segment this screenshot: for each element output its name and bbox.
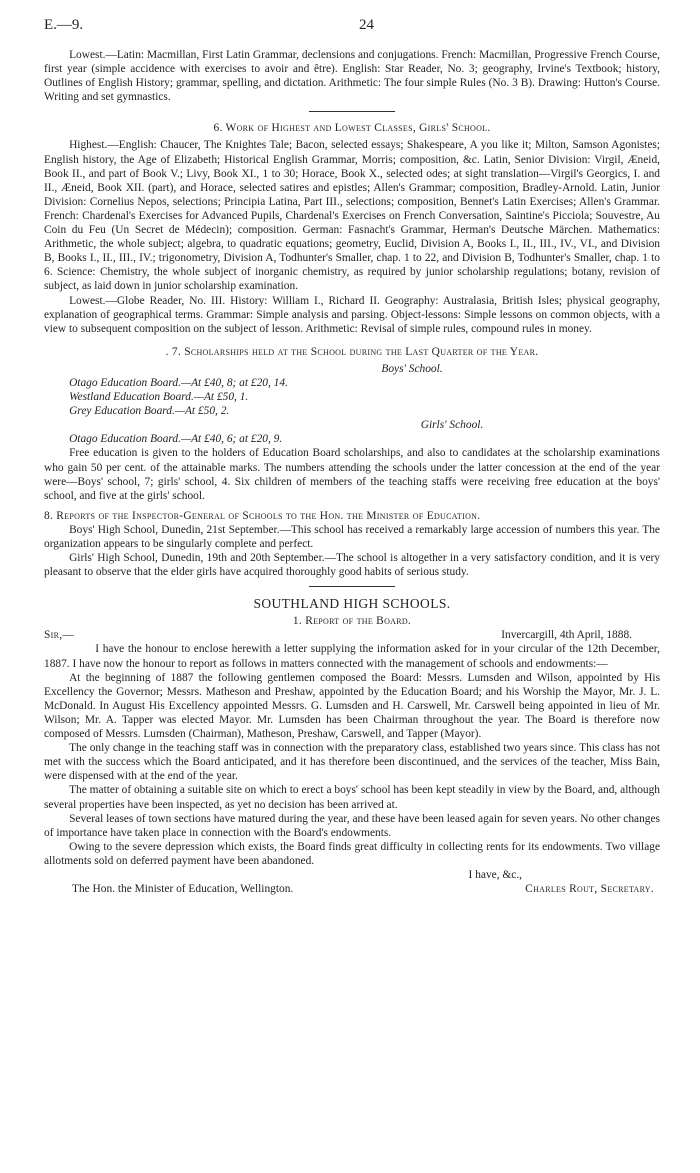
letter-paragraph: I have the honour to enclose herewith a letter supplying the information asked for in your circular of the 12th December, 1887. I have now the honour to report as follows in matters connected with the management of schools and endowments:— <box>44 643 660 670</box>
section-8-heading: 8. Reports of the Inspector-General of Schools to the Hon. the Minister of Education. <box>44 509 481 522</box>
letter-paragraph: Owing to the severe depression which exists, the Board finds great difficulty in collecting rents for its endowments. Two village allotments sold on deferred payment have been abandoned. <box>44 840 660 867</box>
scholarship-line: Otago Education Board.—At £40, 8; at £20, 14. <box>69 376 288 389</box>
section-divider <box>309 586 395 587</box>
boys-report-paragraph: Boys' High School, Dunedin, 21st September.—This school has received a remarkably large accession of numbers this year. The organization appears to be singularly complete and perfect. <box>44 523 660 550</box>
salutation: Sir,— <box>44 629 75 642</box>
section-divider <box>309 111 395 112</box>
document-code: E.—9. <box>44 17 84 33</box>
section-7-heading: . 7. Scholarships held at the School during the Last Quarter of the Year. <box>165 345 539 358</box>
place-date: Invercargill, 4th April, 1888. <box>501 629 632 642</box>
report-of-board-heading: 1. Report of the Board. <box>292 615 412 628</box>
free-education-paragraph: Free education is given to the holders of Education Board scholarships, and also to candidates at the scholarship examinations who gain 50 per cent. of the attainable marks. The numbers attending the schools under the latter concession at the end of the year were—Boys' school, 7; girls' school, 4. Six children of members of the teaching staffs were receiving free education at the boys' school, and five at the girls' school. <box>44 447 660 502</box>
lowest-girls-paragraph: Lowest.—Globe Reader, No. III. History: William I., Richard II. Geography: Australasia, British Isles; physical geography, explanation of geographical terms. Grammar: Simple analysis and parsing. Object-lessons: Simple lessons on common objects, with a view to subsequent composition on the subject of lesson. Arithmetic: Revisal of simple rules, compound rules in money. <box>44 294 660 335</box>
highest-girls-paragraph: Highest.—English: Chaucer, The Knightes Tale; Bacon, selected essays; Shakespeare, A you like it; Milton, Samson Agonistes; English history, the Age of Elizabeth; Historical English Grammar, Morris; composition, &c. Latin, Senior Division: Virgil, Æneid, Book II., and part of Book V.; Livy, Book XI., 1 to 30; Horace, Book X., selected odes; at sight translation—Virgil's Georgics, I. and II., Æneid, Book XII. (part), and Horace, selected satires and epistles; Allen's Grammar; composition, Bradley-Arnold. Latin, Junior Division: Cornelius Nepos, selections; Principia Latina, Part III., selections; composition, Bennet's Latin Exercises; Allen's Grammar. French: Chardenal's Exercises for Advanced Pupils, Chardenal's Exercises on French Conversation, Saintine's Picciola; Souvestre, Au Coin du Feu (Un Secret de Médecin); composition. German: Fasnacht's Grammar, Herman's Deutsche Märchen. Mathematics: Arithmetic, the whole subject; algebra, to quadratic equations; geometry, Euclid, Division A, Books I., II., III., IV., VI., and Division B, Books I., II., III., IV.; trigonometry, Division A, Todhunter's Smaller, chap. 1 to 22, and Division B, Todhunter's Smaller, chap. 1 to 6. Science: Chemistry, the whole subject of inorganic chemistry, as required by junior scholarship regulations; botany, revision of subject, as laid down in junior scholarship examination. <box>44 139 660 293</box>
letter-paragraph: The matter of obtaining a suitable site on which to erect a boys' school has been kept steadily in view by the Board, and, although several properties have been inspected, as yet no decision has been arrived at. <box>44 784 660 811</box>
closing: I have, &c., <box>468 868 522 881</box>
addressee: The Hon. the Minister of Education, Wellington. <box>72 883 294 896</box>
scholarship-line: Otago Education Board.—At £40, 6; at £20, 9. <box>69 433 283 446</box>
salutation-line <box>44 628 660 642</box>
signature: Charles Rout, Secretary. <box>525 883 654 896</box>
girls-school-subheading: Girls' School. <box>420 419 484 432</box>
signature-line <box>44 882 660 896</box>
section-6-heading: 6. Work of Highest and Lowest Classes, Girls' School. <box>213 122 491 135</box>
page-header <box>44 16 660 34</box>
scholarship-line: Westland Education Board.—At £50, 1. <box>69 391 249 404</box>
letter-paragraph: Several leases of town sections have matured during the year, and these have been leased again for seven years. No other changes of importance have taken place in connection with the Board's endowments. <box>44 812 660 839</box>
boys-school-subheading: Boys' School. <box>381 362 443 375</box>
lowest-boys-paragraph: Lowest.—Latin: Macmillan, First Latin Grammar, declensions and conjugations. French: Macmillan, Progressive French Course, first year (simple accidence with exercises to avoir and être). English: Star Reader, No. 3; geography, Irvine's Textbook; history, Outlines of English History; grammar, spelling, and dictation. Arithmetic: The four simple Rules (No. 3 B). Drawing: Hutton's Course. Writing and set gymnastics. <box>44 49 660 104</box>
girls-report-paragraph: Girls' High School, Dunedin, 19th and 20th September.—The school is altogether in a very satisfactory condition, and it is very pleasant to observe that the elder girls have acquired thoroughly good habits of serious study. <box>44 552 660 579</box>
letter-paragraph: The only change in the teaching staff was in connection with the preparatory class, established two years since. This class has not met with the success which the Board anticipated, and it has therefore been discontinued, and the services of the teacher, Miss Bain, were dispensed with at the end of the year. <box>44 742 660 783</box>
scholarship-line: Grey Education Board.—At £50, 2. <box>69 405 230 418</box>
page-number: 24 <box>359 17 374 33</box>
letter-paragraph: At the beginning of 1887 the following gentlemen composed the Board: Messrs. Lumsden and Wilson, appointed by His Excellency the Governor; Messrs. Matheson and Preshaw, appointed by the Education Board; and his Worship the Mayor, Mr. J. L. McDonald. In August His Excellency appointed Messrs. G. Lumsden and H. Carswell, Mr. Carswell being appointed in lieu of Mr. Wilson; Mr. A. Tapper was elected Mayor. Mr. Lumsden has been Chairman throughout the year. The Board is therefore now composed of Messrs. Lumsden (Chairman), Matheson, Preshaw, Carswell, and Tapper (Mayor). <box>44 671 660 741</box>
southland-title: SOUTHLAND HIGH SCHOOLS. <box>253 596 451 612</box>
